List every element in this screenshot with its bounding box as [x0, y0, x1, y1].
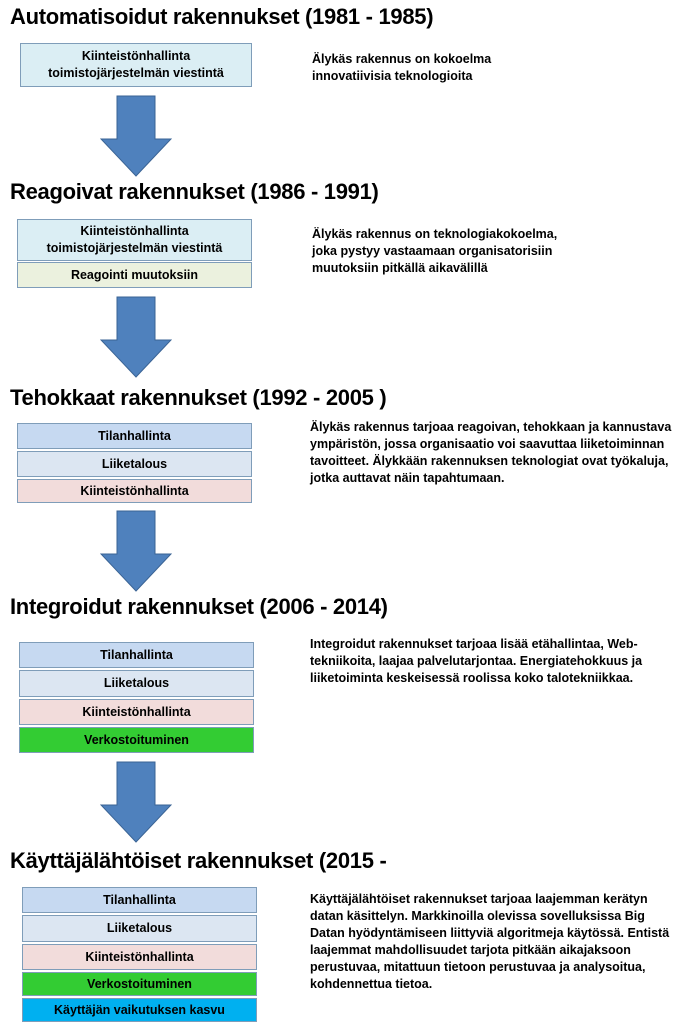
section-3-title: Tehokkaat rakennukset (1992 - 2005 ): [10, 385, 387, 410]
section-4-box-4: Verkostoituminen: [19, 727, 254, 753]
section-3-box-1: Tilanhallinta: [17, 423, 252, 449]
section-5-title: Käyttäjälähtöiset rakennukset (2015 -: [10, 848, 387, 873]
section-2-title: Reagoivat rakennukset (1986 - 1991): [10, 179, 379, 204]
down-arrow-icon: [100, 761, 172, 843]
section-5-box-3: Kiinteistönhallinta: [22, 944, 257, 970]
section-4-box-2: Liiketalous: [19, 670, 254, 697]
down-arrow-icon: [100, 296, 172, 378]
section-1-title: Automatisoidut rakennukset (1981 - 1985): [10, 4, 434, 29]
section-1-description: Älykäs rakennus on kokoelma innovatiivisia teknologioita: [312, 52, 492, 83]
section-3-box-2: Liiketalous: [17, 451, 252, 477]
section-3-description: Älykäs rakennus tarjoaa reagoivan, tehokkaan ja kannustava ympäristön, jossa organisaatio voi saavuttaa liiketoiminnan tavoitteet. Älykkään rakennuksen teknologiat ovat työkaluja, jotka auttavat näin tapahtumaan.: [310, 420, 672, 485]
section-2-description: Älykäs rakennus on teknologiakokoelma, joka pystyy vastaamaan organisatorisiin muutoksiin pitkällä aikavälillä: [312, 227, 558, 275]
section-5-description: Käyttäjälähtöiset rakennukset tarjoaa laajemman kerätyn datan käsittelyn. Markkinoilla olevissa sovelluksissa Big Datan hyödyntämiseen liittyviä algoritmeja käytössä. Entistä laajemmat mahdollisuudet tarjota pitkään aikajaksoon perustuvaa, mitattuun tietoon perustuvaa ja analysoitua, kohdennettua tietoa.: [310, 892, 670, 991]
section-5-box-4: Verkostoituminen: [22, 972, 257, 996]
section-2-box-1: Kiinteistönhallinta toimistojärjestelmän viestintä: [17, 219, 252, 261]
section-4-title: Integroidut rakennukset (2006 - 2014): [10, 594, 388, 619]
section-3-box-3: Kiinteistönhallinta: [17, 479, 252, 503]
section-2-box-2: Reagointi muutoksiin: [17, 262, 252, 288]
down-arrow-icon: [100, 510, 172, 592]
section-4-description: Integroidut rakennukset tarjoaa lisää etähallintaa, Web-tekniikoita, laajaa palvelutarjontaa. Energiatehokkuus ja liiketoiminta keskeisessä roolissa koko talotekniikkaa.: [310, 637, 643, 685]
section-4-box-1: Tilanhallinta: [19, 642, 254, 668]
section-5-box-1: Tilanhallinta: [22, 887, 257, 913]
section-5-box-2: Liiketalous: [22, 915, 257, 942]
section-1-box-1: Kiinteistönhallinta toimistojärjestelmän viestintä: [20, 43, 252, 87]
down-arrow-icon: [100, 95, 172, 177]
section-4-box-3: Kiinteistönhallinta: [19, 699, 254, 725]
section-5-box-5: Käyttäjän vaikutuksen kasvu: [22, 998, 257, 1022]
